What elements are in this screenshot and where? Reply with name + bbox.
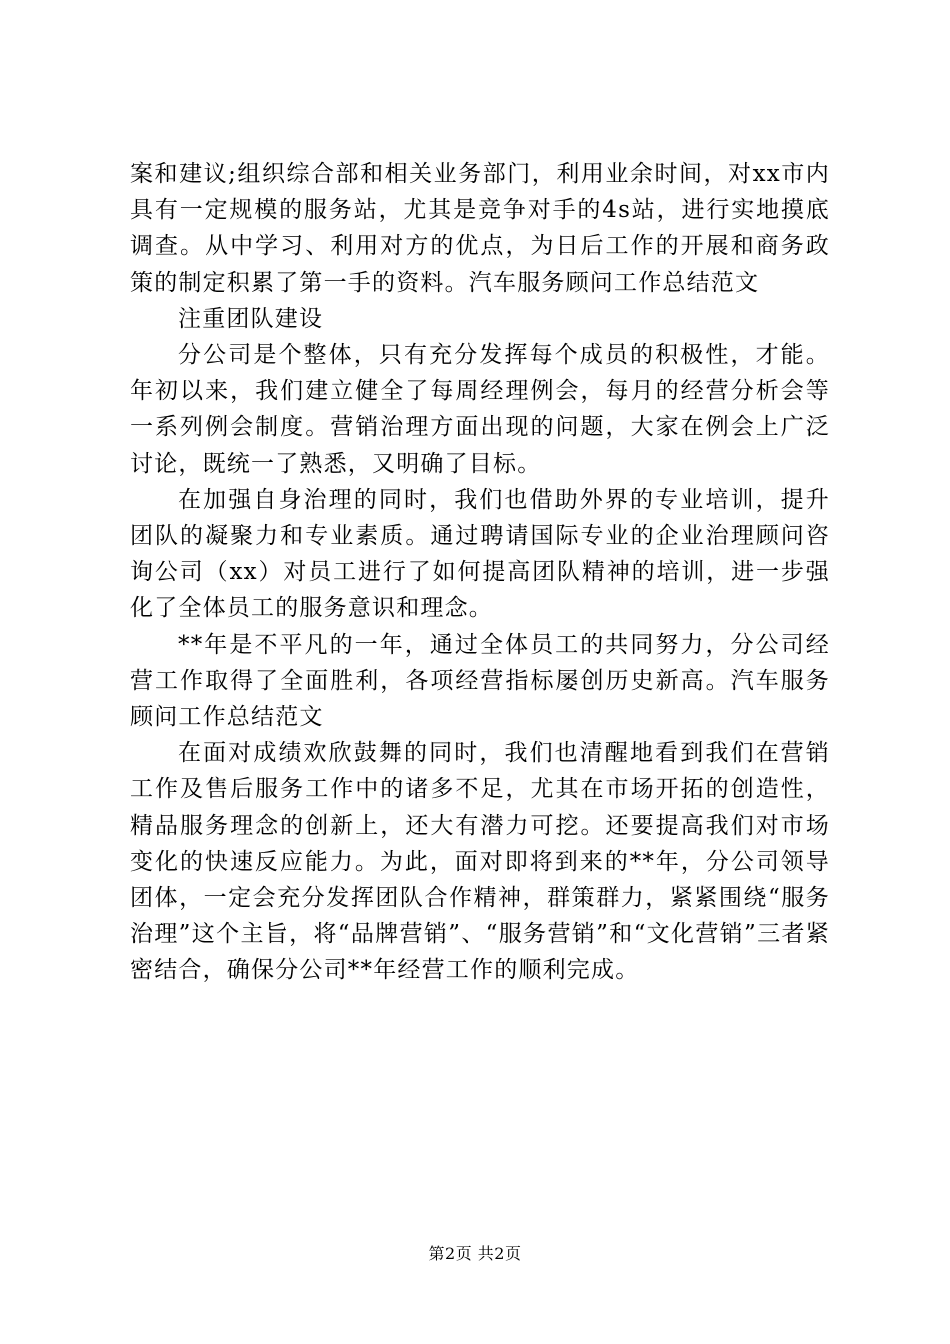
paragraph-outlook: 在面对成绩欢欣鼓舞的同时，我们也清醒地看到我们在营销工作及售后服务工作中的诸多不足，尤其在市场开拓的创造性，精品服务理念的创新上，还大有潜力可挖。还要提高我们对市场变化的快速反应能力。为此，面对即将到来的**年，分公司领导团体，一定会充分发挥团队合作精神，群策群力，紧紧围绕“服务治理”这个主旨，将“品牌营销”、“服务营销”和“文化营销”三者紧密结合，确保分公司**年经营工作的顺利完成。: [130, 740, 830, 984]
paragraph-team-meetings: 分公司是个整体，只有充分发挥每个成员的积极性，才能。年初以来，我们建立健全了每周经理例会，每月的经营分析会等一系列例会制度。营销治理方面出现的问题，大家在例会上广泛讨论，既统一了熟悉，又明确了目标。: [130, 342, 830, 477]
page-number-footer: 第2页 共2页: [428, 1244, 522, 1263]
paragraph-training: 在加强自身治理的同时，我们也借助外界的专业培训，提升团队的凝聚力和专业素质。通过聘请国际专业的企业治理顾问咨询公司（xx）对员工进行了如何提高团队精神的培训，进一步强化了全体员工的服务意识和理念。: [130, 486, 830, 622]
section-heading-team-building: 注重团队建设: [178, 305, 324, 332]
document-body: [130, 156, 830, 989]
paragraph-year-summary: **年是不平凡的一年，通过全体员工的共同努力，分公司经营工作取得了全面胜利，各项经营指标屡创历史新高。汽车服务顾问工作总结范文: [130, 631, 830, 731]
paragraph-continuation: 案和建议;组织综合部和相关业务部门，利用业余时间，对xx市内具有一定规模的服务站，尤其是竞争对手的4s站，进行实地摸底调查。从中学习、利用对方的优点，为日后工作的开展和商务政策的制定积累了第一手的资料。汽车服务顾问工作总结范文: [130, 161, 830, 296]
